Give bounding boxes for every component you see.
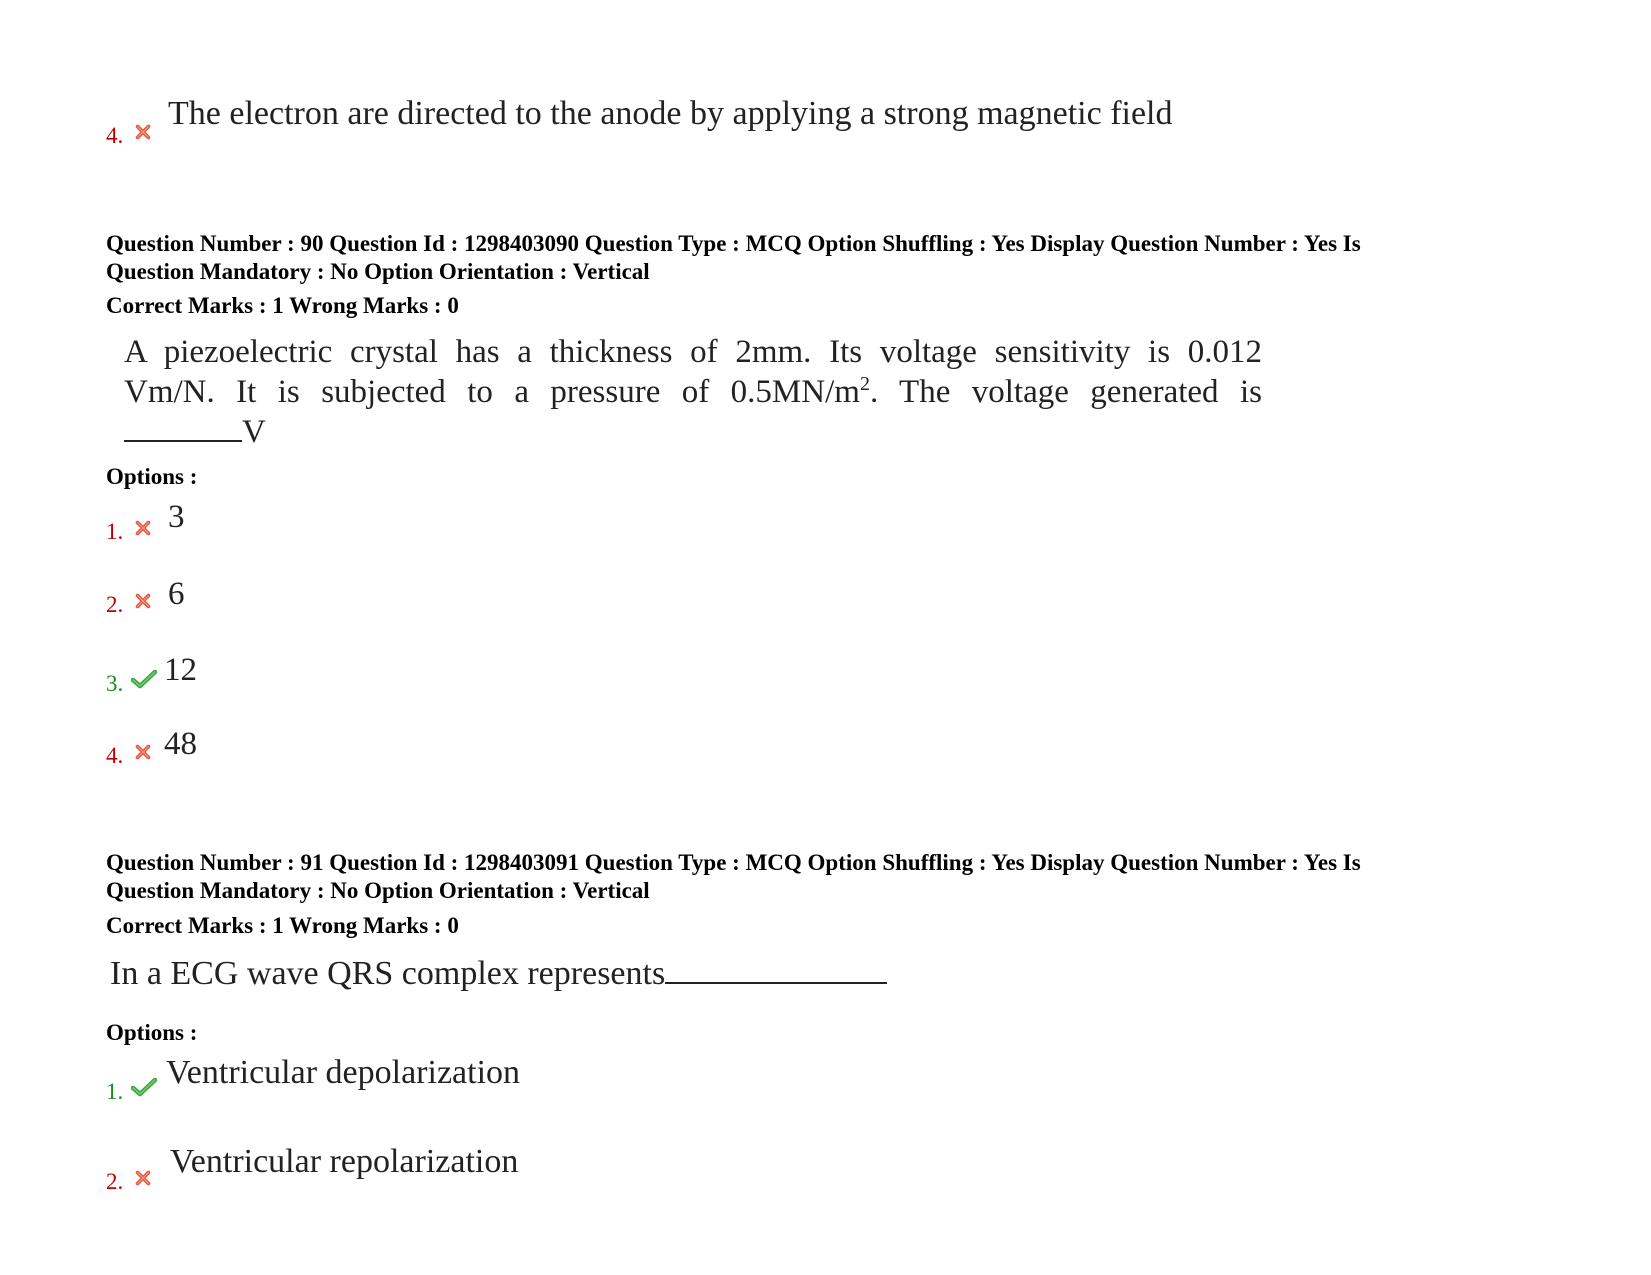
question-meta-line-2: Question Mandatory : No Option Orientation : Vertical [106,878,650,903]
options-label: Options : [106,464,198,489]
option-number: 4. [106,743,124,768]
option-text: Ventricular depolarization [166,1054,521,1091]
option-number: 1. [106,519,124,544]
option-number: 4. [106,123,124,148]
check-icon [131,669,157,689]
option-text: 3 [168,499,185,535]
options-label: Options : [106,1020,198,1045]
question-meta-line-2: Question Mandatory : No Option Orientation : Vertical [106,259,650,284]
check-icon [131,1077,157,1097]
option-number: 2. [106,1169,124,1194]
question-text-body: In a ECG wave QRS complex represents [110,955,666,992]
option-number: 2. [106,592,124,617]
option-text: 6 [168,576,185,612]
question-marks: Correct Marks : 1 Wrong Marks : 0 [106,913,459,938]
option-text: 48 [164,726,197,762]
question-text-line-3 [124,412,266,452]
option-text: The electron are directed to the anode by applying a strong magnetic field [168,95,1173,132]
unit-label: V [242,414,266,450]
cross-icon [134,123,152,141]
option-text: 12 [164,652,197,688]
question-marks: Correct Marks : 1 Wrong Marks : 0 [106,293,459,318]
cross-icon [134,743,152,761]
option-text: Ventricular repolarization [170,1143,519,1180]
answer-blank [665,981,887,984]
cross-icon [134,592,152,610]
cross-icon [134,519,152,537]
question-text [110,953,887,995]
question-meta-line-1: Question Number : 91 Question Id : 1298403091 Question Type : MCQ Option Shuffling : Yes Display Question Number : Yes Is [106,850,1361,875]
answer-blank [124,439,242,442]
option-number: 1. [106,1079,124,1104]
question-meta-line-1: Question Number : 90 Question Id : 1298403090 Question Type : MCQ Option Shuffling : Yes Display Question Number : Yes Is [106,231,1361,256]
option-number: 3. [106,671,124,696]
question-text-line-2 [124,372,1262,412]
question-text-line-2-b: . The voltage generated is [869,374,1262,410]
superscript: 2 [859,373,870,395]
question-text-line-1: A piezoelectric crystal has a thickness of 2mm. Its voltage sensitivity is 0.012 [124,334,1262,370]
cross-icon [134,1169,152,1187]
question-text-line-2-a: Vm/N. It is subjected to a pressure of 0.5MN/m [124,374,860,410]
